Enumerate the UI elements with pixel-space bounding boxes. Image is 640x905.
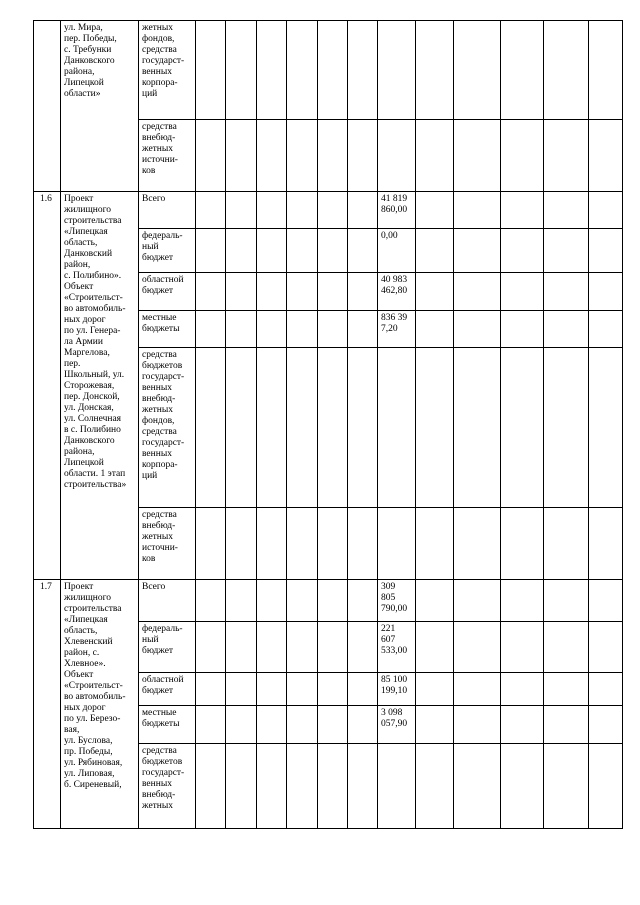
amount-cell: 221 607 533,00 bbox=[378, 622, 416, 673]
table-row bbox=[34, 21, 623, 120]
funding-source-cell: Всего bbox=[139, 580, 196, 622]
row-number-cell: 1.6 bbox=[34, 192, 61, 580]
amount-cell bbox=[378, 21, 416, 120]
empty-cell bbox=[544, 580, 589, 622]
project-name-cell: ул. Мира, пер. Победы, с. Требунки Данковского района, Липецкой области» bbox=[61, 21, 139, 192]
empty-cell bbox=[348, 580, 378, 622]
empty-cell bbox=[348, 120, 378, 192]
empty-cell bbox=[287, 348, 318, 508]
empty-cell bbox=[589, 508, 623, 580]
empty-cell bbox=[589, 348, 623, 508]
empty-cell bbox=[544, 673, 589, 706]
empty-cell bbox=[348, 508, 378, 580]
funding-source-cell: местные бюджеты bbox=[139, 311, 196, 348]
empty-cell bbox=[196, 348, 226, 508]
row-number-cell bbox=[34, 21, 61, 192]
empty-cell bbox=[318, 348, 348, 508]
empty-cell bbox=[226, 311, 257, 348]
empty-cell bbox=[257, 744, 287, 829]
empty-cell bbox=[348, 192, 378, 229]
empty-cell bbox=[589, 120, 623, 192]
empty-cell bbox=[318, 580, 348, 622]
empty-cell bbox=[501, 622, 544, 673]
empty-cell bbox=[318, 273, 348, 311]
empty-cell bbox=[544, 622, 589, 673]
empty-cell bbox=[348, 622, 378, 673]
funding-source-cell: федераль- ный бюджет bbox=[139, 229, 196, 273]
empty-cell bbox=[348, 744, 378, 829]
empty-cell bbox=[257, 706, 287, 744]
amount-cell: 3 098 057,90 bbox=[378, 706, 416, 744]
empty-cell bbox=[287, 21, 318, 120]
empty-cell bbox=[501, 229, 544, 273]
empty-cell bbox=[544, 706, 589, 744]
empty-cell bbox=[589, 622, 623, 673]
empty-cell bbox=[226, 120, 257, 192]
empty-cell bbox=[196, 744, 226, 829]
empty-cell bbox=[589, 273, 623, 311]
empty-cell bbox=[416, 580, 454, 622]
project-name-cell: Проект жилищного строительства «Липецкая область, Хлевенский район, с. Хлевное». Объект «Строительст- во автомобиль- ных дорог по ул. Березо- вая, ул. Буслова, пр. Победы, ул. Рябиновая, ул. Липовая, б. Сиреневый, bbox=[61, 580, 139, 829]
empty-cell bbox=[589, 744, 623, 829]
empty-cell bbox=[454, 673, 501, 706]
empty-cell bbox=[416, 348, 454, 508]
empty-cell bbox=[287, 744, 318, 829]
empty-cell bbox=[287, 508, 318, 580]
empty-cell bbox=[196, 622, 226, 673]
funding-source-cell: средства внебюд- жетных источни- ков bbox=[139, 508, 196, 580]
empty-cell bbox=[544, 348, 589, 508]
budget-table bbox=[33, 20, 623, 829]
empty-cell bbox=[501, 273, 544, 311]
funding-source-cell: местные бюджеты bbox=[139, 706, 196, 744]
empty-cell bbox=[454, 120, 501, 192]
empty-cell bbox=[226, 580, 257, 622]
funding-source-cell: областной бюджет bbox=[139, 673, 196, 706]
amount-cell: 309 805 790,00 bbox=[378, 580, 416, 622]
empty-cell bbox=[454, 311, 501, 348]
empty-cell bbox=[589, 580, 623, 622]
empty-cell bbox=[589, 673, 623, 706]
empty-cell bbox=[287, 673, 318, 706]
amount-cell: 85 100 199,10 bbox=[378, 673, 416, 706]
empty-cell bbox=[348, 273, 378, 311]
empty-cell bbox=[416, 311, 454, 348]
empty-cell bbox=[416, 229, 454, 273]
empty-cell bbox=[454, 192, 501, 229]
empty-cell bbox=[226, 229, 257, 273]
empty-cell bbox=[287, 580, 318, 622]
amount-cell bbox=[378, 120, 416, 192]
empty-cell bbox=[257, 580, 287, 622]
empty-cell bbox=[287, 311, 318, 348]
amount-cell: 0,00 bbox=[378, 229, 416, 273]
empty-cell bbox=[416, 744, 454, 829]
empty-cell bbox=[589, 192, 623, 229]
empty-cell bbox=[287, 622, 318, 673]
empty-cell bbox=[501, 120, 544, 192]
empty-cell bbox=[416, 273, 454, 311]
empty-cell bbox=[318, 706, 348, 744]
empty-cell bbox=[196, 273, 226, 311]
table-body bbox=[34, 21, 623, 829]
empty-cell bbox=[544, 744, 589, 829]
empty-cell bbox=[454, 744, 501, 829]
funding-source-cell: федераль- ный бюджет bbox=[139, 622, 196, 673]
empty-cell bbox=[501, 192, 544, 229]
empty-cell bbox=[501, 580, 544, 622]
empty-cell bbox=[501, 673, 544, 706]
empty-cell bbox=[226, 348, 257, 508]
empty-cell bbox=[318, 622, 348, 673]
funding-source-cell: Всего bbox=[139, 192, 196, 229]
empty-cell bbox=[226, 744, 257, 829]
empty-cell bbox=[226, 508, 257, 580]
empty-cell bbox=[501, 21, 544, 120]
funding-source-cell: средства внебюд- жетных источни- ков bbox=[139, 120, 196, 192]
empty-cell bbox=[226, 273, 257, 311]
amount-cell bbox=[378, 508, 416, 580]
empty-cell bbox=[257, 622, 287, 673]
table-row bbox=[34, 192, 623, 229]
empty-cell bbox=[348, 311, 378, 348]
empty-cell bbox=[196, 120, 226, 192]
empty-cell bbox=[416, 706, 454, 744]
funding-source-cell: областной бюджет bbox=[139, 273, 196, 311]
empty-cell bbox=[287, 120, 318, 192]
empty-cell bbox=[544, 273, 589, 311]
empty-cell bbox=[257, 311, 287, 348]
empty-cell bbox=[318, 311, 348, 348]
empty-cell bbox=[348, 673, 378, 706]
empty-cell bbox=[257, 673, 287, 706]
empty-cell bbox=[501, 744, 544, 829]
amount-cell: 41 819 860,00 bbox=[378, 192, 416, 229]
empty-cell bbox=[589, 21, 623, 120]
empty-cell bbox=[196, 508, 226, 580]
empty-cell bbox=[501, 311, 544, 348]
empty-cell bbox=[501, 348, 544, 508]
empty-cell bbox=[544, 508, 589, 580]
empty-cell bbox=[454, 229, 501, 273]
empty-cell bbox=[589, 229, 623, 273]
empty-cell bbox=[544, 192, 589, 229]
row-number-cell: 1.7 bbox=[34, 580, 61, 829]
empty-cell bbox=[501, 706, 544, 744]
empty-cell bbox=[501, 508, 544, 580]
empty-cell bbox=[416, 120, 454, 192]
empty-cell bbox=[318, 21, 348, 120]
empty-cell bbox=[257, 229, 287, 273]
empty-cell bbox=[257, 192, 287, 229]
empty-cell bbox=[287, 229, 318, 273]
empty-cell bbox=[454, 21, 501, 120]
empty-cell bbox=[416, 622, 454, 673]
empty-cell bbox=[454, 706, 501, 744]
amount-cell bbox=[378, 744, 416, 829]
empty-cell bbox=[257, 120, 287, 192]
empty-cell bbox=[257, 348, 287, 508]
empty-cell bbox=[454, 348, 501, 508]
empty-cell bbox=[454, 273, 501, 311]
empty-cell bbox=[196, 229, 226, 273]
amount-cell bbox=[378, 348, 416, 508]
empty-cell bbox=[544, 229, 589, 273]
amount-cell: 836 39 7,20 bbox=[378, 311, 416, 348]
empty-cell bbox=[257, 508, 287, 580]
empty-cell bbox=[416, 508, 454, 580]
empty-cell bbox=[318, 120, 348, 192]
empty-cell bbox=[196, 21, 226, 120]
empty-cell bbox=[416, 21, 454, 120]
funding-source-cell: жетных фондов, средства государст- венных корпора- ций bbox=[139, 21, 196, 120]
project-name-cell: Проект жилищного строительства «Липецкая область, Данковский район, с. Полибино». Объект «Строительст- во автомобиль- ных дорог по ул. Генера- ла Армии Маргелова, пер. Школьный, ул. Сторожевая, пер. Донской, ул. Донская, ул. Солнечная в с. Полибино Данковского района, Липецкой области. 1 этап строительства» bbox=[61, 192, 139, 580]
empty-cell bbox=[589, 311, 623, 348]
empty-cell bbox=[318, 673, 348, 706]
table-row bbox=[34, 580, 623, 622]
funding-source-cell: средства бюджетов государст- венных внебюд- жетных bbox=[139, 744, 196, 829]
empty-cell bbox=[416, 673, 454, 706]
empty-cell bbox=[416, 192, 454, 229]
empty-cell bbox=[318, 744, 348, 829]
empty-cell bbox=[454, 508, 501, 580]
empty-cell bbox=[257, 21, 287, 120]
empty-cell bbox=[226, 192, 257, 229]
empty-cell bbox=[226, 21, 257, 120]
empty-cell bbox=[454, 622, 501, 673]
empty-cell bbox=[196, 311, 226, 348]
empty-cell bbox=[318, 229, 348, 273]
empty-cell bbox=[226, 622, 257, 673]
empty-cell bbox=[287, 192, 318, 229]
empty-cell bbox=[226, 673, 257, 706]
empty-cell bbox=[257, 273, 287, 311]
empty-cell bbox=[544, 120, 589, 192]
empty-cell bbox=[348, 706, 378, 744]
funding-source-cell: средства бюджетов государст- венных внебюд- жетных фондов, средства государст- венных корпора- ций bbox=[139, 348, 196, 508]
empty-cell bbox=[454, 580, 501, 622]
empty-cell bbox=[589, 706, 623, 744]
empty-cell bbox=[348, 348, 378, 508]
empty-cell bbox=[348, 229, 378, 273]
empty-cell bbox=[318, 508, 348, 580]
empty-cell bbox=[287, 273, 318, 311]
empty-cell bbox=[196, 192, 226, 229]
empty-cell bbox=[318, 192, 348, 229]
empty-cell bbox=[196, 706, 226, 744]
empty-cell bbox=[544, 21, 589, 120]
empty-cell bbox=[544, 311, 589, 348]
empty-cell bbox=[348, 21, 378, 120]
empty-cell bbox=[287, 706, 318, 744]
empty-cell bbox=[196, 673, 226, 706]
empty-cell bbox=[196, 580, 226, 622]
empty-cell bbox=[226, 706, 257, 744]
amount-cell: 40 983 462,80 bbox=[378, 273, 416, 311]
